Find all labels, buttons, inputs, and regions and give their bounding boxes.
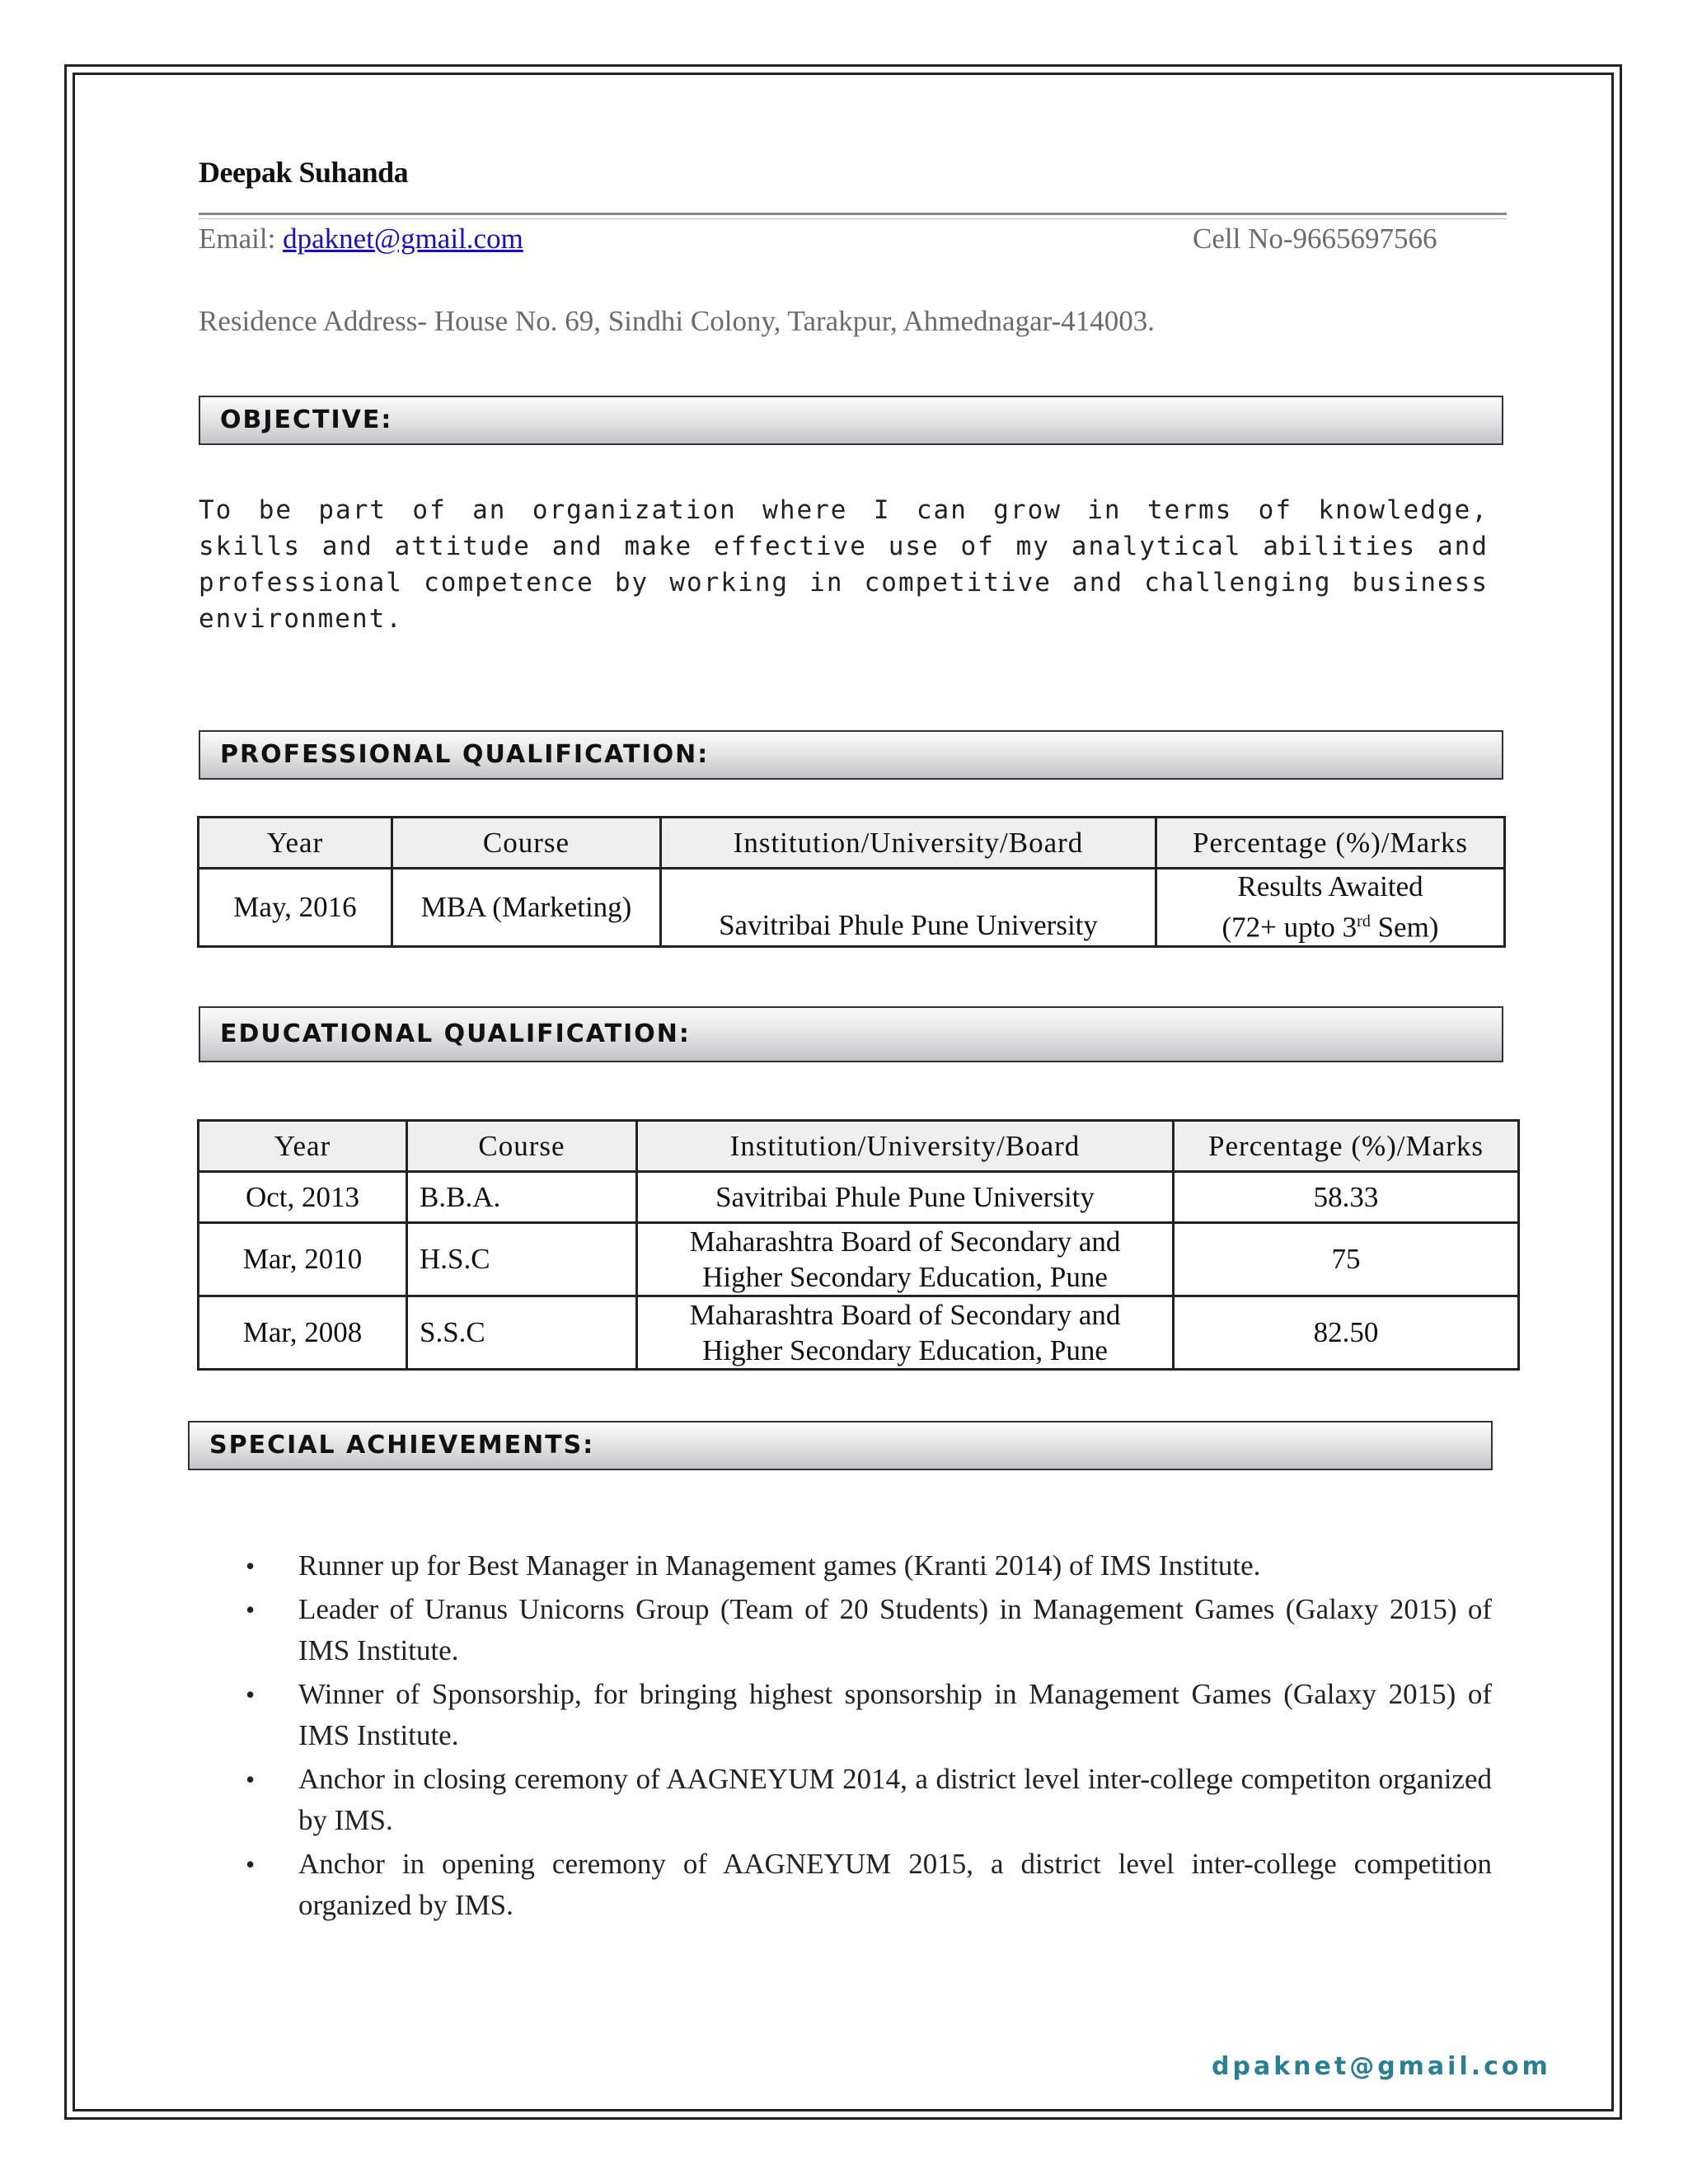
course-cell: S.S.C	[407, 1296, 637, 1370]
professional-qualification-table	[197, 816, 1506, 948]
email-label: Email:	[199, 223, 284, 255]
candidate-name: Deepak Suhanda	[199, 156, 409, 189]
year-cell: Oct, 2013	[199, 1172, 407, 1223]
institution-cell	[637, 1296, 1174, 1370]
result-status: Results Awaited	[1237, 870, 1423, 902]
institution-cell	[637, 1223, 1174, 1296]
year-cell: May, 2016	[199, 869, 392, 947]
institution-line-2: Higher Secondary Education, Pune	[702, 1334, 1108, 1366]
institution-cell: Savitribai Phule Pune University	[637, 1172, 1174, 1223]
header-divider	[199, 213, 1507, 219]
header-year: Year	[199, 818, 392, 869]
bullet-icon: •	[246, 1680, 256, 1709]
section-professional-qualification: PROFESSIONAL QUALIFICATION:	[199, 730, 1503, 780]
achievement-text: Anchor in closing ceremony of AAGNEYUM 2014, a district level inter-college competiton organized by IMS.	[298, 1763, 1492, 1836]
residence-address: Residence Address- House No. 69, Sindhi Colony, Tarakpur, Ahmednagar-414003.	[199, 305, 1155, 337]
result-detail-sup: rd	[1357, 912, 1371, 930]
header-course: Course	[392, 818, 661, 869]
institution-line-1: Maharashtra Board of Secondary and	[689, 1299, 1121, 1331]
list-item	[239, 1844, 1492, 1926]
bullet-icon: •	[246, 1849, 256, 1879]
header-course: Course	[407, 1121, 637, 1172]
header-institution: Institution/University/Board	[661, 818, 1156, 869]
marks-cell: 75	[1174, 1223, 1519, 1296]
result-detail	[1169, 904, 1492, 945]
course-cell: B.B.A.	[407, 1172, 637, 1223]
year-cell: Mar, 2010	[199, 1223, 407, 1296]
table-row	[199, 869, 1505, 947]
achievement-text: Runner up for Best Manager in Management games (Kranti 2014) of IMS Institute.	[298, 1549, 1261, 1582]
table-header-row	[199, 1121, 1519, 1172]
list-item	[239, 1674, 1492, 1756]
achievements-list	[239, 1545, 1492, 1929]
section-objective: OBJECTIVE:	[199, 396, 1503, 445]
achievement-text: Leader of Uranus Unicorns Group (Team of 20 Students) in Management Games (Galaxy 2015) of IMS Institute.	[298, 1593, 1492, 1666]
course-cell: MBA (Marketing)	[392, 869, 661, 947]
footer-email: dpaknet@gmail.com	[1212, 2052, 1551, 2081]
result-detail-b: Sem)	[1370, 911, 1439, 944]
list-item	[239, 1545, 1492, 1586]
table-row	[199, 1296, 1519, 1370]
header-institution: Institution/University/Board	[637, 1121, 1174, 1172]
achievement-text: Winner of Sponsorship, for bringing highest sponsorship in Management Games (Galaxy 2015) of IMS Institute.	[298, 1678, 1492, 1751]
email-line	[199, 223, 523, 255]
result-detail-a: (72+ upto 3	[1221, 911, 1357, 944]
section-special-achievements: SPECIAL ACHIEVEMENTS:	[188, 1421, 1493, 1470]
cell-number: Cell No-9665697566	[1193, 223, 1437, 255]
table-row	[199, 1172, 1519, 1223]
marks-cell	[1156, 869, 1505, 947]
educational-qualification-table	[197, 1119, 1520, 1371]
table-header-row	[199, 818, 1505, 869]
header-year: Year	[199, 1121, 407, 1172]
bullet-icon: •	[246, 1595, 256, 1624]
objective-text: To be part of an organization where I can grow in terms of knowledge, skills and attitude and make effective use of my analytical abilities and professional competence by working in competitive and challenging business environment.	[199, 495, 1489, 634]
list-item	[239, 1759, 1492, 1841]
bullet-icon: •	[246, 1765, 256, 1794]
marks-cell: 58.33	[1174, 1172, 1519, 1223]
header-percentage: Percentage (%)/Marks	[1156, 818, 1505, 869]
section-educational-qualification: EDUCATIONAL QUALIFICATION:	[199, 1006, 1503, 1062]
table-row	[199, 1223, 1519, 1296]
institution-cell: Savitribai Phule Pune University	[661, 869, 1156, 947]
institution-line-2: Higher Secondary Education, Pune	[702, 1261, 1108, 1293]
email-link[interactable]: dpaknet@gmail.com	[283, 223, 523, 255]
institution-line-1: Maharashtra Board of Secondary and	[689, 1226, 1121, 1258]
achievement-text: Anchor in opening ceremony of AAGNEYUM 2015, a district level inter-college competition organized by IMS.	[298, 1848, 1492, 1921]
bullet-icon: •	[246, 1551, 256, 1581]
header-percentage: Percentage (%)/Marks	[1174, 1121, 1519, 1172]
year-cell: Mar, 2008	[199, 1296, 407, 1370]
list-item	[239, 1589, 1492, 1671]
course-cell: H.S.C	[407, 1223, 637, 1296]
marks-cell: 82.50	[1174, 1296, 1519, 1370]
